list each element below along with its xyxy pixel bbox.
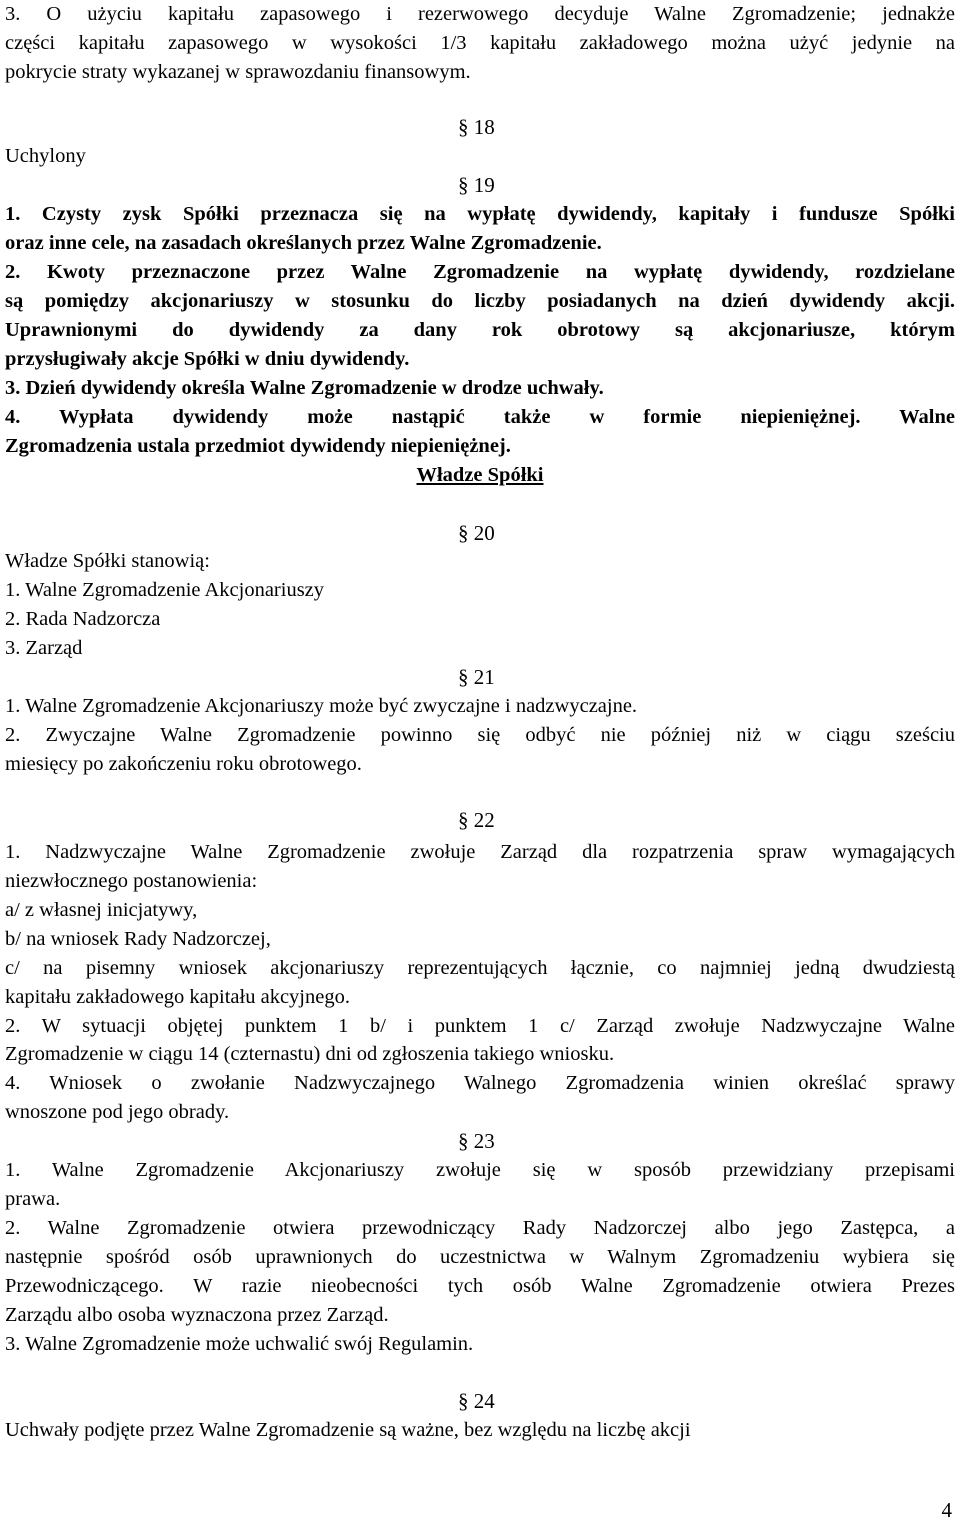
text-line: a/ z własnej inicjatywy,: [5, 899, 198, 921]
text-line: c/ na pisemny wniosek akcjonariuszy reprezentujących łącznie, co najmniej jedną dwudziestą: [5, 957, 955, 979]
section-heading: § 23: [458, 1129, 495, 1153]
text-line: 1. Nadzwyczajne Walne Zgromadzenie zwołuje Zarząd dla rozpatrzenia spraw wymagających: [5, 841, 955, 863]
text-line: 2. Zwyczajne Walne Zgromadzenie powinno się odbyć nie później niż w ciągu sześciu: [5, 724, 955, 746]
text-line: 4. Wniosek o zwołanie Nadzwyczajnego Walnego Zgromadzenia winien określać sprawy: [5, 1072, 955, 1094]
text-line: 1. Walne Zgromadzenie Akcjonariuszy: [5, 579, 325, 601]
text-line: Zgromadzenie w ciągu 14 (czternastu) dni od zgłoszenia takiego wniosku.: [5, 1043, 615, 1065]
text-line: kapitału zakładowego kapitału akcyjnego.: [5, 986, 350, 1008]
text-line: 1. Czysty zysk Spółki przeznacza się na wypłatę dywidendy, kapitały i fundusze Spółki: [5, 203, 955, 225]
text-line: pokrycie straty wykazanej w sprawozdaniu finansowym.: [5, 61, 471, 83]
text-line: przysługiwały akcje Spółki w dniu dywidendy.: [5, 348, 410, 370]
text-line: miesięcy po zakończeniu roku obrotowego.: [5, 753, 362, 775]
text-line: 2. Kwoty przeznaczone przez Walne Zgromadzenie na wypłatę dywidendy, rozdzielane: [5, 261, 955, 283]
text-line: Zarządu albo osoba wyznaczona przez Zarząd.: [5, 1304, 389, 1326]
text-line: Zgromadzenia ustala przedmiot dywidendy niepieniężnej.: [5, 435, 511, 457]
text-line: 3. O użyciu kapitału zapasowego i rezerwowego decyduje Walne Zgromadzenie; jednakże: [5, 3, 955, 25]
text-line: 4. Wypłata dywidendy może nastąpić także w formie niepieniężnej. Walne: [5, 406, 955, 428]
text-line: Uchylony: [5, 145, 86, 167]
text-line: 1. Walne Zgromadzenie Akcjonariuszy zwołuje się w sposób przewidziany przepisami: [5, 1159, 955, 1181]
section-heading: § 20: [458, 521, 495, 545]
section-heading: § 22: [458, 808, 495, 832]
text-line: 3. Walne Zgromadzenie może uchwalić swój Regulamin.: [5, 1333, 474, 1355]
text-line: Uprawnionymi do dywidendy za dany rok obrotowy są akcjonariusze, którym: [5, 319, 955, 341]
section-heading: § 18: [458, 115, 495, 139]
text-line: niezwłocznego postanowienia:: [5, 870, 258, 892]
section-heading: § 19: [458, 173, 495, 197]
page-number: 4: [941, 1498, 952, 1522]
text-line: b/ na wniosek Rady Nadzorczej,: [5, 928, 271, 950]
text-line: Władze Spółki stanowią:: [5, 550, 210, 572]
text-line: części kapitału zapasowego w wysokości 1/3 kapitału zakładowego można użyć jedynie na: [5, 32, 955, 54]
text-line: 3. Zarząd: [5, 637, 83, 659]
section-heading: § 24: [458, 1389, 495, 1413]
text-line: Uchwały podjęte przez Walne Zgromadzenie są ważne, bez względu na liczbę akcji: [5, 1419, 691, 1441]
text-line: wnoszone pod jego obrady.: [5, 1101, 230, 1123]
chapter-heading: [5, 461, 955, 490]
section-heading: § 21: [458, 665, 495, 689]
chapter-heading-text: Władze Spółki: [416, 464, 544, 486]
text-line: Przewodniczącego. W razie nieobecności tych osób Walne Zgromadzenie otwiera Prezes: [5, 1275, 955, 1297]
text-line: oraz inne cele, na zasadach określanych przez Walne Zgromadzenie.: [5, 232, 602, 254]
text-line: 2. Rada Nadzorcza: [5, 608, 161, 630]
text-line: 1. Walne Zgromadzenie Akcjonariuszy może być zwyczajne i nadzwyczajne.: [5, 695, 638, 717]
text-line: są pomiędzy akcjonariuszy w stosunku do liczby posiadanych na dzień dywidendy akcji.: [5, 290, 955, 312]
text-line: 2. W sytuacji objętej punktem 1 b/ i punktem 1 c/ Zarząd zwołuje Nadzwyczajne Walne: [5, 1015, 955, 1037]
text-line: 3. Dzień dywidendy określa Walne Zgromadzenie w drodze uchwały.: [5, 377, 604, 399]
text-line: prawa.: [5, 1188, 61, 1210]
text-line: następnie spośród osób uprawnionych do uczestnictwa w Walnym Zgromadzeniu wybiera się: [5, 1246, 955, 1268]
text-line: 2. Walne Zgromadzenie otwiera przewodniczący Rady Nadzorczej albo jego Zastępca, a: [5, 1217, 955, 1239]
